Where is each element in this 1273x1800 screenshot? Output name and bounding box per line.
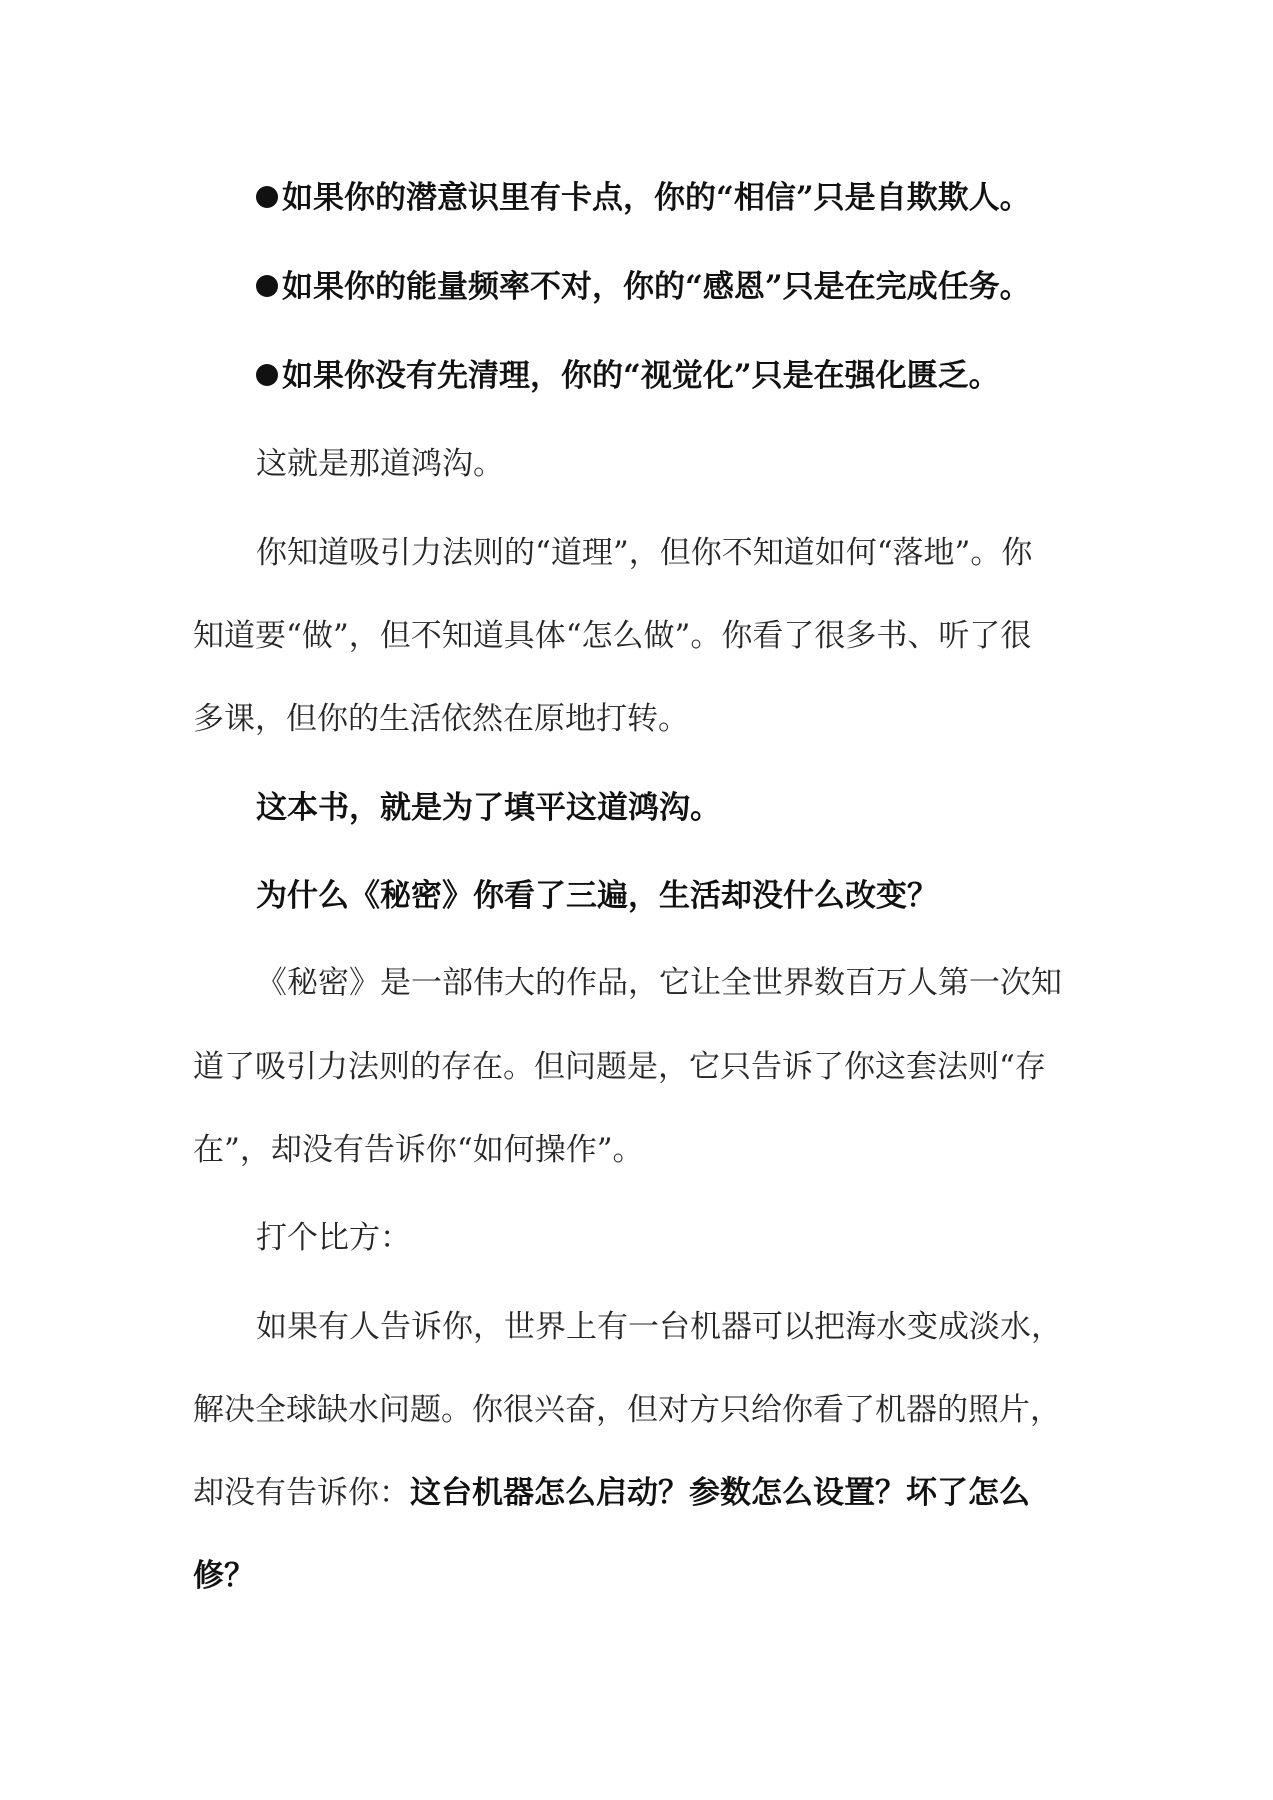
bullet-dot-icon	[256, 275, 278, 297]
paragraph-1-line-3: 多课，但你的生活依然在原地打转。	[193, 701, 689, 737]
paragraph-3-line-1: 如果有人告诉你，世界上有一台机器可以把海水变成淡水，	[256, 1309, 1062, 1345]
paragraph-3-line-4: 修？	[193, 1558, 255, 1594]
paragraph-2-line-1: 《秘密》是一部伟大的作品，它让全世界数百万人第一次知	[256, 965, 1062, 1001]
bullet-dot-icon	[256, 186, 278, 208]
paragraph-1-line-1: 你知道吸引力法则的“道理”，但你不知道如何“落地”。你	[256, 535, 1033, 571]
bullet-item-2	[0, 267, 1273, 307]
bullet-text-3: 如果你没有先清理，你的“视觉化”只是在强化匮乏。	[282, 358, 1000, 394]
analogy-intro: 打个比方：	[256, 1220, 411, 1256]
section-heading: 为什么《秘密》你看了三遍，生活却没什么改变？	[256, 878, 938, 914]
paragraph-3-line-3-bold: 这台机器怎么启动？参数怎么设置？坏了怎么	[410, 1475, 1030, 1511]
paragraph-2-line-3: 在”，却没有告诉你“如何操作”。	[193, 1132, 644, 1168]
paragraph-gap: 这就是那道鸿沟。	[256, 446, 504, 482]
bullet-text-1: 如果你的潜意识里有卡点，你的“相信”只是自欺欺人。	[282, 180, 1031, 216]
bold-statement: 这本书，就是为了填平这道鸿沟。	[256, 790, 721, 826]
bullet-item-1	[0, 178, 1273, 218]
bullet-item-3	[0, 356, 1273, 396]
bullet-dot-icon	[256, 364, 278, 386]
bullet-text-2: 如果你的能量频率不对，你的“感恩”只是在完成任务。	[282, 269, 1031, 305]
paragraph-3-line-3-regular: 却没有告诉你：	[193, 1475, 410, 1511]
paragraph-1-line-2: 知道要“做”，但不知道具体“怎么做”。你看了很多书、听了很	[193, 618, 1032, 654]
paragraph-3-line-3	[0, 1473, 1273, 1513]
paragraph-2-line-2: 道了吸引力法则的存在。但问题是，它只告诉了你这套法则“存	[193, 1049, 1046, 1085]
paragraph-3-line-2: 解决全球缺水问题。你很兴奋，但对方只给你看了机器的照片，	[193, 1392, 1061, 1428]
